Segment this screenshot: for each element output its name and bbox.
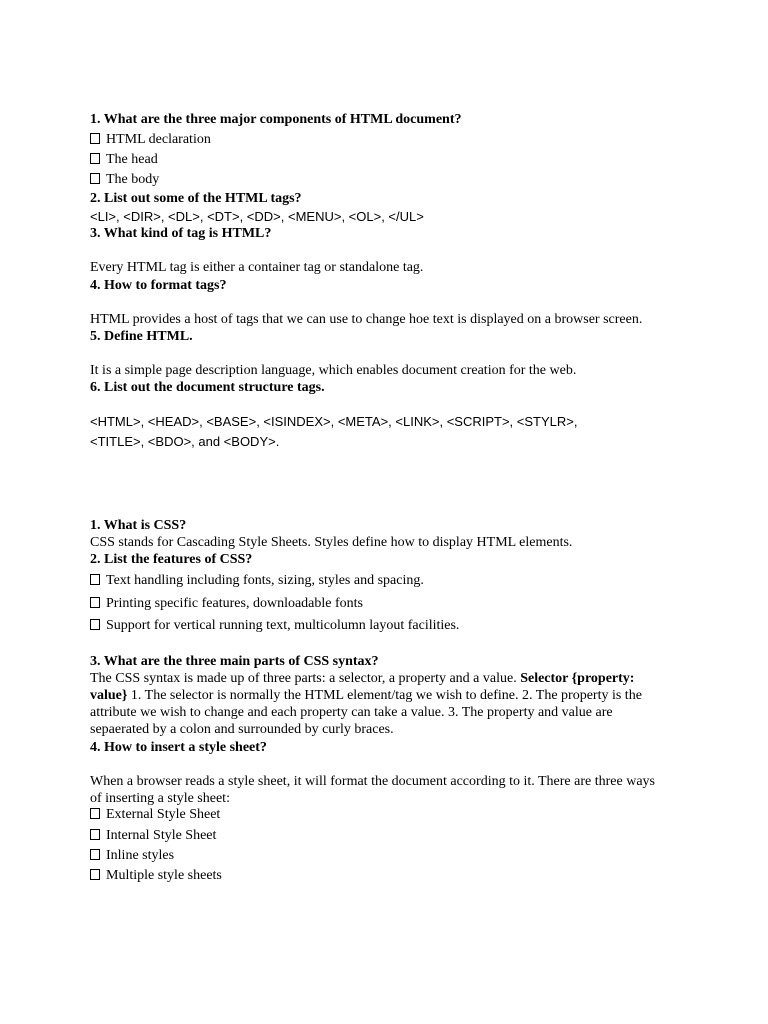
list-item: Inline styles bbox=[90, 847, 174, 864]
bullet-glyph-icon bbox=[90, 153, 100, 164]
css-answer-3-line-4: sepaerated by a colon and surrounded by curly braces. bbox=[90, 722, 394, 737]
bullet-glyph-icon bbox=[90, 829, 100, 840]
bullet-glyph-icon bbox=[90, 619, 100, 630]
bullet-glyph-icon bbox=[90, 808, 100, 819]
list-item: External Style Sheet bbox=[90, 806, 220, 823]
list-item: Support for vertical running text, multicolumn layout facilities. bbox=[90, 617, 459, 634]
bullet-glyph-icon bbox=[90, 574, 100, 585]
html-question-1: 1. What are the three major components of HTML document? bbox=[90, 112, 462, 127]
list-item: Printing specific features, downloadable fonts bbox=[90, 595, 363, 612]
list-item: Multiple style sheets bbox=[90, 867, 222, 884]
css-question-2: 2. List the features of CSS? bbox=[90, 552, 253, 567]
html-answer-6-line-1: <HTML>, <HEAD>, <BASE>, <ISINDEX>, <META>, <LINK>, <SCRIPT>, <STYLR>, bbox=[90, 414, 578, 429]
bullet-glyph-icon bbox=[90, 133, 100, 144]
html-answer-3: Every HTML tag is either a container tag or standalone tag. bbox=[90, 260, 424, 275]
html-question-2: 2. List out some of the HTML tags? bbox=[90, 191, 302, 206]
css-answer-1: CSS stands for Cascading Style Sheets. Styles define how to display HTML elements. bbox=[90, 535, 573, 550]
list-item: The head bbox=[90, 151, 158, 168]
css-answer-3-line-1: The CSS syntax is made up of three parts: a selector, a property and a value. Selector {property: bbox=[90, 671, 635, 686]
list-item: Text handling including fonts, sizing, styles and spacing. bbox=[90, 572, 424, 589]
css-answer-3-line-3: attribute we wish to change and each property can take a value. 3. The property and value are bbox=[90, 705, 613, 720]
html-question-3: 3. What kind of tag is HTML? bbox=[90, 226, 272, 241]
css-question-1: 1. What is CSS? bbox=[90, 518, 187, 533]
css-answer-4-line-2: of inserting a style sheet: bbox=[90, 791, 230, 806]
html-answer-2: <LI>, <DIR>, <DL>, <DT>, <DD>, <MENU>, <OL>, </UL> bbox=[90, 209, 424, 224]
bullet-glyph-icon bbox=[90, 173, 100, 184]
html-answer-6-line-2: <TITLE>, <BDO>, and <BODY>. bbox=[90, 434, 280, 449]
list-item: The body bbox=[90, 171, 159, 188]
list-item: Internal Style Sheet bbox=[90, 827, 216, 844]
css-question-3: 3. What are the three main parts of CSS syntax? bbox=[90, 654, 379, 669]
css-answer-4-line-1: When a browser reads a style sheet, it will format the document according to it. There are three ways bbox=[90, 774, 655, 789]
html-answer-5: It is a simple page description language, which enables document creation for the web. bbox=[90, 363, 577, 378]
html-answer-4: HTML provides a host of tags that we can use to change hoe text is displayed on a browser screen. bbox=[90, 312, 643, 327]
bullet-glyph-icon bbox=[90, 849, 100, 860]
css-answer-3-line-2: value} 1. The selector is normally the HTML element/tag we wish to define. 2. The property is the bbox=[90, 688, 642, 703]
html-question-4: 4. How to format tags? bbox=[90, 278, 227, 293]
bullet-glyph-icon bbox=[90, 597, 100, 608]
html-question-5: 5. Define HTML. bbox=[90, 329, 193, 344]
html-question-6: 6. List out the document structure tags. bbox=[90, 380, 325, 395]
css-question-4: 4. How to insert a style sheet? bbox=[90, 740, 267, 755]
list-item: HTML declaration bbox=[90, 131, 211, 148]
document-page bbox=[90, 0, 730, 1024]
bullet-glyph-icon bbox=[90, 869, 100, 880]
